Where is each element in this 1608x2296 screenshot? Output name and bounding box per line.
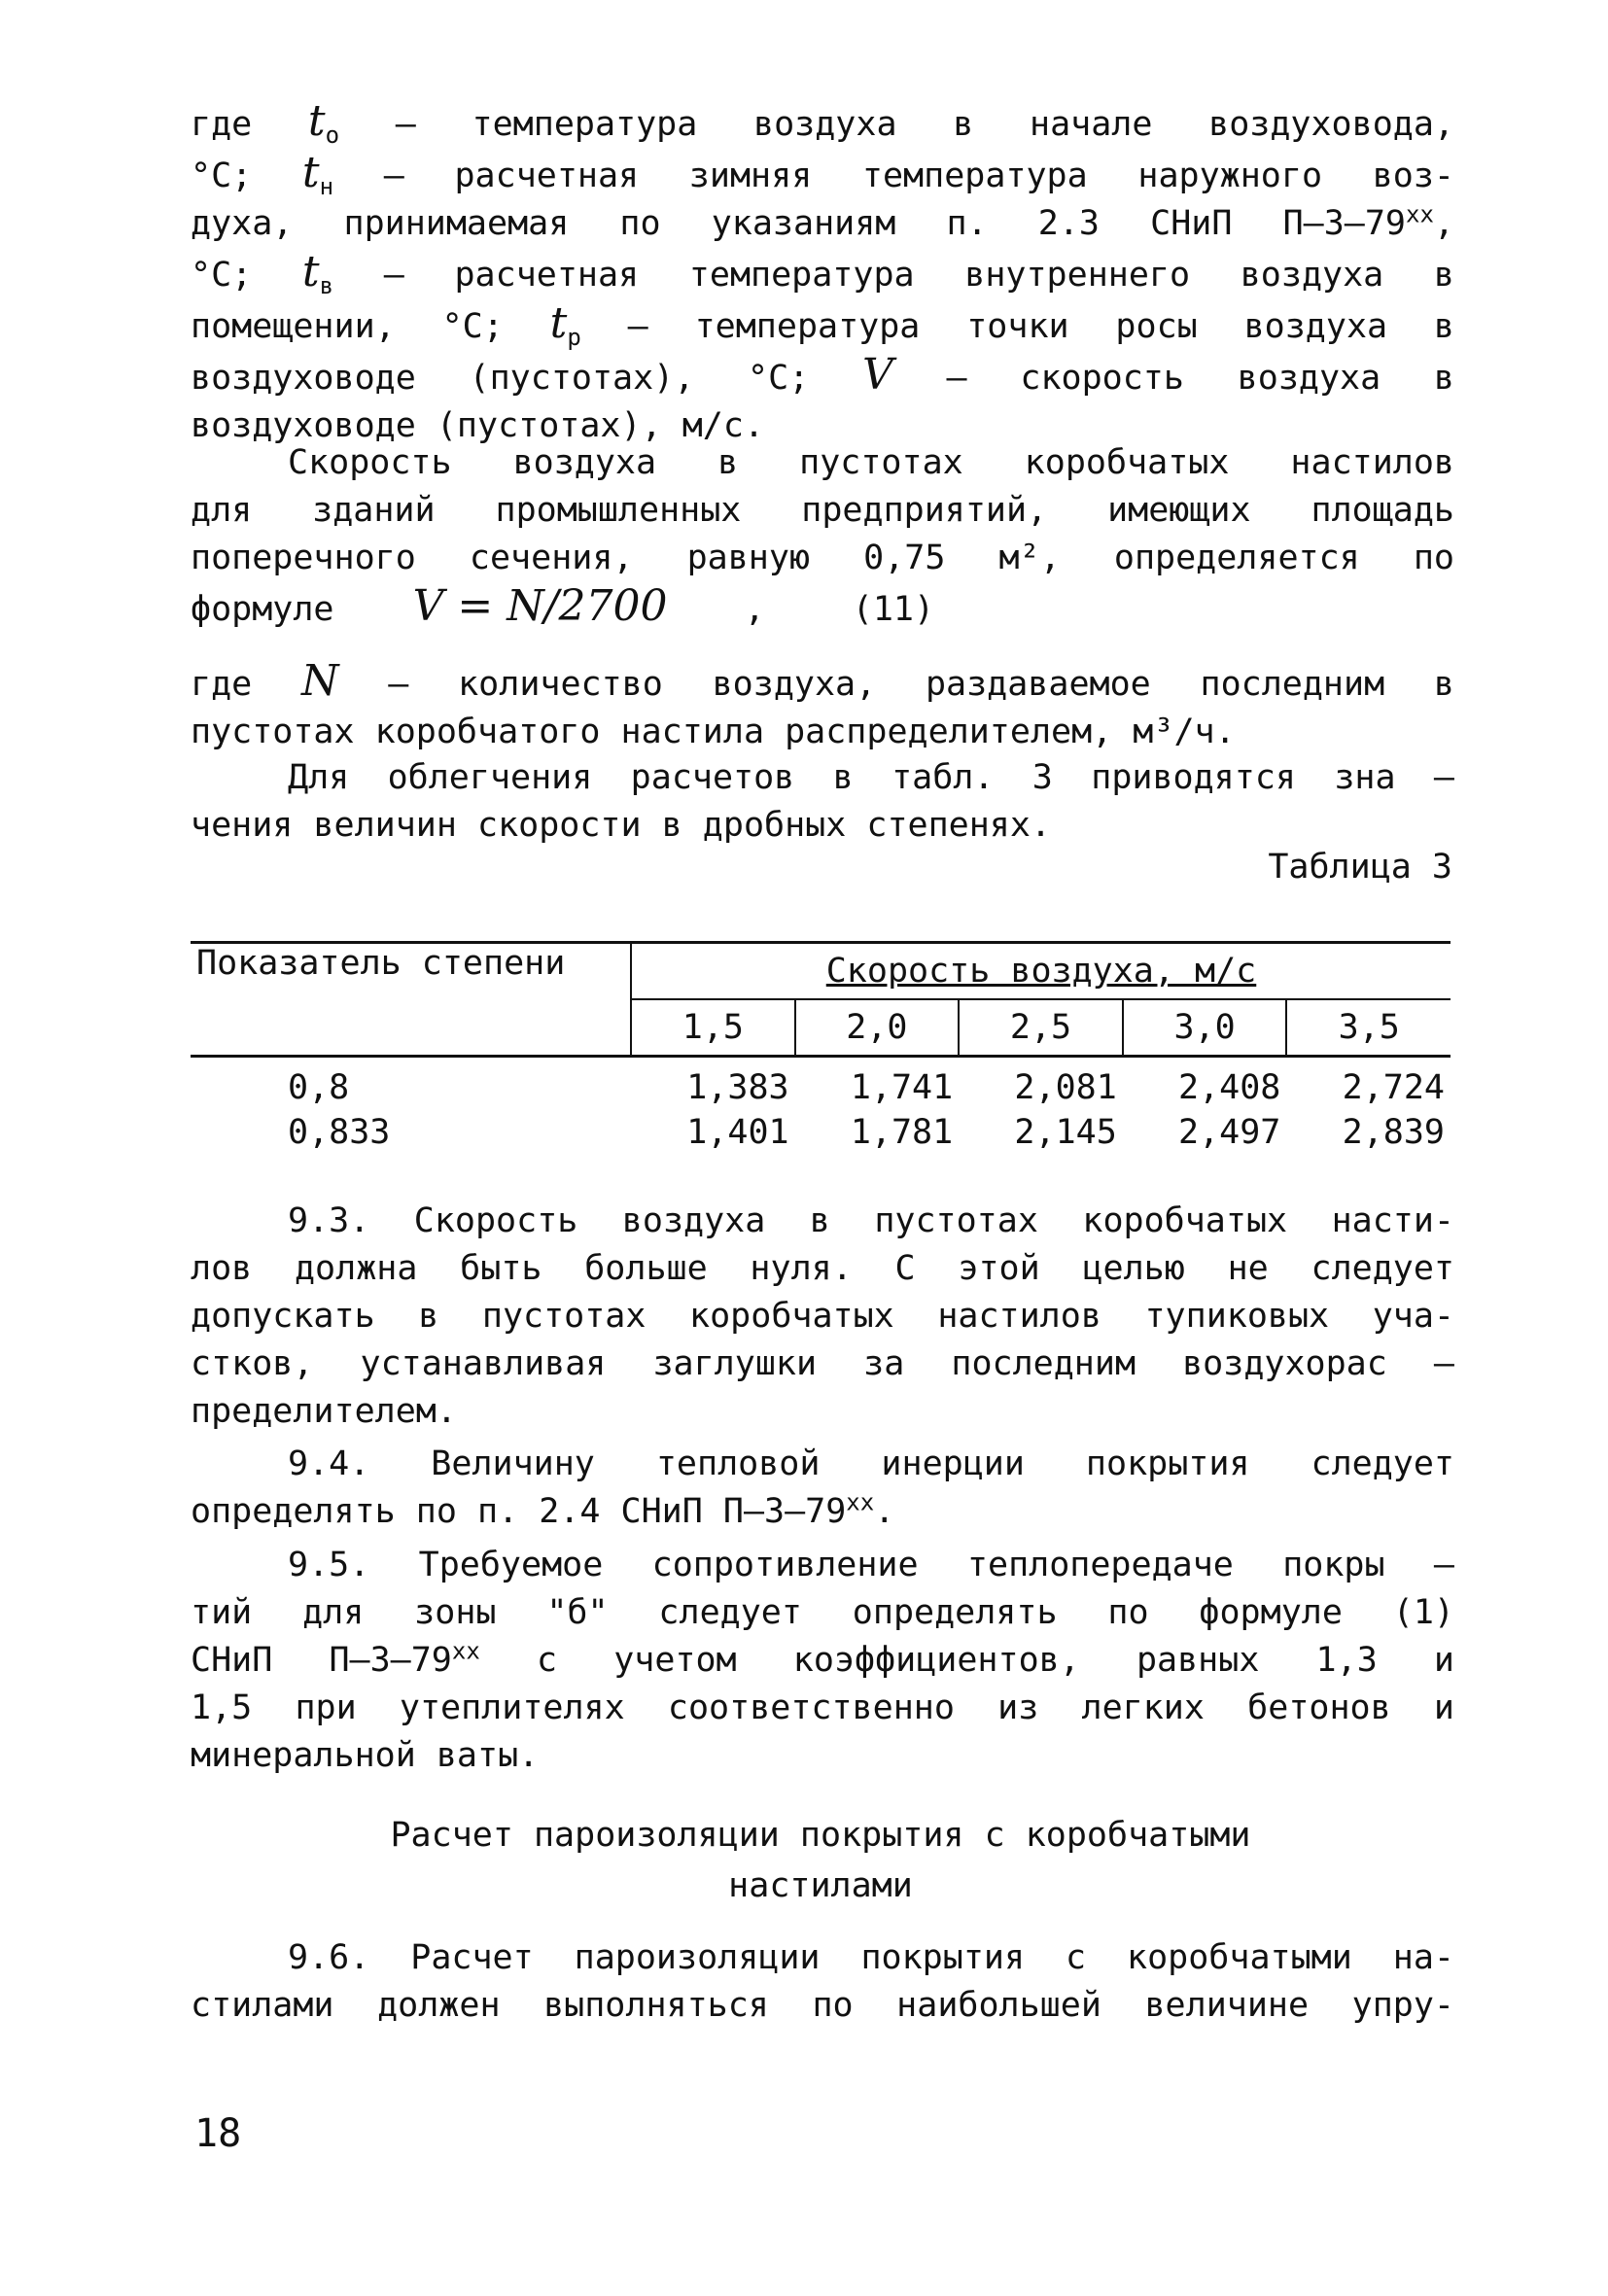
page-number: 18 xyxy=(194,2111,242,2156)
formula-number: (11) xyxy=(852,590,935,629)
text-line: пределителем. xyxy=(191,1392,457,1431)
text-line: духа, принимаемая по указаниям п. 2.3 СНиП $П-3-79^{хх}$, xyxy=(191,200,1454,243)
exponent-cell: 0,833 xyxy=(288,1113,391,1152)
air-quantity-definition xyxy=(191,657,1454,756)
text-line: чения величин скорости в дробных степенях. xyxy=(191,806,1052,845)
speed-header-cell: 3,0 xyxy=(1123,999,1287,1057)
text-line: воздуховоде (пустотах), м/с. xyxy=(191,406,765,445)
text-line: стилами должен выполняться по наибольшей величине упру- xyxy=(191,1986,1454,2025)
text-line: °С; $t_н$ – расчетная зимняя температура наружного воз- xyxy=(191,148,1454,200)
formula-comma: , xyxy=(744,590,765,629)
paragraph-9-4 xyxy=(191,1441,1454,1536)
text-line: 1,5 при утеплителях соответственно из легких бетонов и xyxy=(191,1688,1454,1727)
text-line: лов должна быть больше нуля. С этой целью не следует xyxy=(191,1249,1454,1288)
speed-header-cell: 3,5 xyxy=(1286,999,1451,1057)
paragraph-9-6 xyxy=(191,1934,1454,2030)
text-line: где N – количество воздуха, раздаваемое последним в xyxy=(191,656,1454,706)
paragraph-9-5 xyxy=(191,1542,1454,1780)
table-caption: Таблица 3 xyxy=(1268,848,1452,887)
text-line: 9.4. Величину тепловой инерции покрытия следует xyxy=(288,1444,1454,1483)
text-line: 9.6. Расчет пароизоляции покрытия с коробчатыми на- xyxy=(288,1938,1454,1977)
formula-prefix: формуле xyxy=(191,590,334,629)
value-cell: 1,401 xyxy=(686,1113,789,1152)
text-line: пустотах коробчатого настила распределителем, м³/ч. xyxy=(191,713,1236,751)
section-heading-line: Расчет пароизоляции покрытия с коробчатыми xyxy=(390,1816,1251,1855)
text-line: допускать в пустотах коробчатых настилов тупиковых уча- xyxy=(191,1297,1454,1336)
value-cell: 2,408 xyxy=(1178,1068,1281,1107)
speed-header-cell: 1,5 xyxy=(631,999,795,1057)
value-cell: 2,081 xyxy=(1014,1068,1117,1107)
text-line: тий для зоны "б" следует определять по формуле (1) xyxy=(191,1593,1454,1632)
value-cell: 1,383 xyxy=(686,1068,789,1107)
formula-line xyxy=(191,582,1454,634)
text-line: воздуховоде (пустотах), °С; V – скорость воздуха в xyxy=(191,350,1454,400)
variable-definitions xyxy=(191,97,1454,450)
text-line: где $t_о$ – температура воздуха в начале воздуховода, xyxy=(191,96,1454,149)
text-line: поперечного сечения, равную 0,75 м², определяется по xyxy=(191,539,1454,577)
value-cell: 1,781 xyxy=(850,1113,954,1152)
speed-header-cell: 2,5 xyxy=(959,999,1123,1057)
speed-header-cell: 2,0 xyxy=(795,999,960,1057)
value-cell: 2,145 xyxy=(1014,1113,1117,1152)
value-cell: 2,497 xyxy=(1178,1113,1281,1152)
speed-group-header: Скорость воздуха, м/с xyxy=(631,943,1451,1000)
text-line: °С; $t_в$ – расчетная температура внутреннего воздуха в xyxy=(191,247,1454,299)
exponent-header: Показатель степени xyxy=(191,943,631,1057)
value-cell: 1,741 xyxy=(850,1068,954,1107)
text-line: Для облегчения расчетов в табл. 3 приводятся зна – xyxy=(288,758,1454,797)
section-heading-line: настилами xyxy=(728,1866,913,1905)
paragraph-9-3 xyxy=(191,1198,1454,1436)
table-intro xyxy=(191,754,1454,850)
text-line: помещении, °С; $t_р$ – температура точки росы воздуха в xyxy=(191,298,1455,351)
text-line: 9.5. Требуемое сопротивление теплопередаче покры – xyxy=(288,1546,1454,1584)
text-line: Скорость воздуха в пустотах коробчатых настилов xyxy=(288,443,1454,482)
text-line: минеральной ваты. xyxy=(191,1736,540,1775)
table-header-row xyxy=(191,943,1451,1000)
text-line: 9.3. Скорость воздуха в пустотах коробчатых насти- xyxy=(288,1201,1454,1240)
section-heading xyxy=(191,1810,1451,1911)
table-row xyxy=(191,1057,1451,1111)
value-cell: 2,839 xyxy=(1342,1113,1445,1152)
velocity-paragraph xyxy=(191,439,1454,634)
velocity-formula: V = N/2700 xyxy=(412,581,668,631)
text-line: определять по п. 2.4 СНиП $П-3-79^{хх}$. xyxy=(191,1488,895,1531)
table-row xyxy=(191,1110,1451,1155)
text-line: для зданий промышленных предприятий, имеющих площадь xyxy=(191,491,1454,530)
text-line: СНиП $П-3-79^{хх}$ с учетом коэффициентов, равных 1,3 и xyxy=(191,1637,1455,1680)
velocity-table xyxy=(191,941,1451,1155)
exponent-cell: 0,8 xyxy=(288,1068,350,1107)
value-cell: 2,724 xyxy=(1342,1068,1445,1107)
text-line: стков, устанавливая заглушки за последним воздухорас – xyxy=(191,1344,1454,1383)
